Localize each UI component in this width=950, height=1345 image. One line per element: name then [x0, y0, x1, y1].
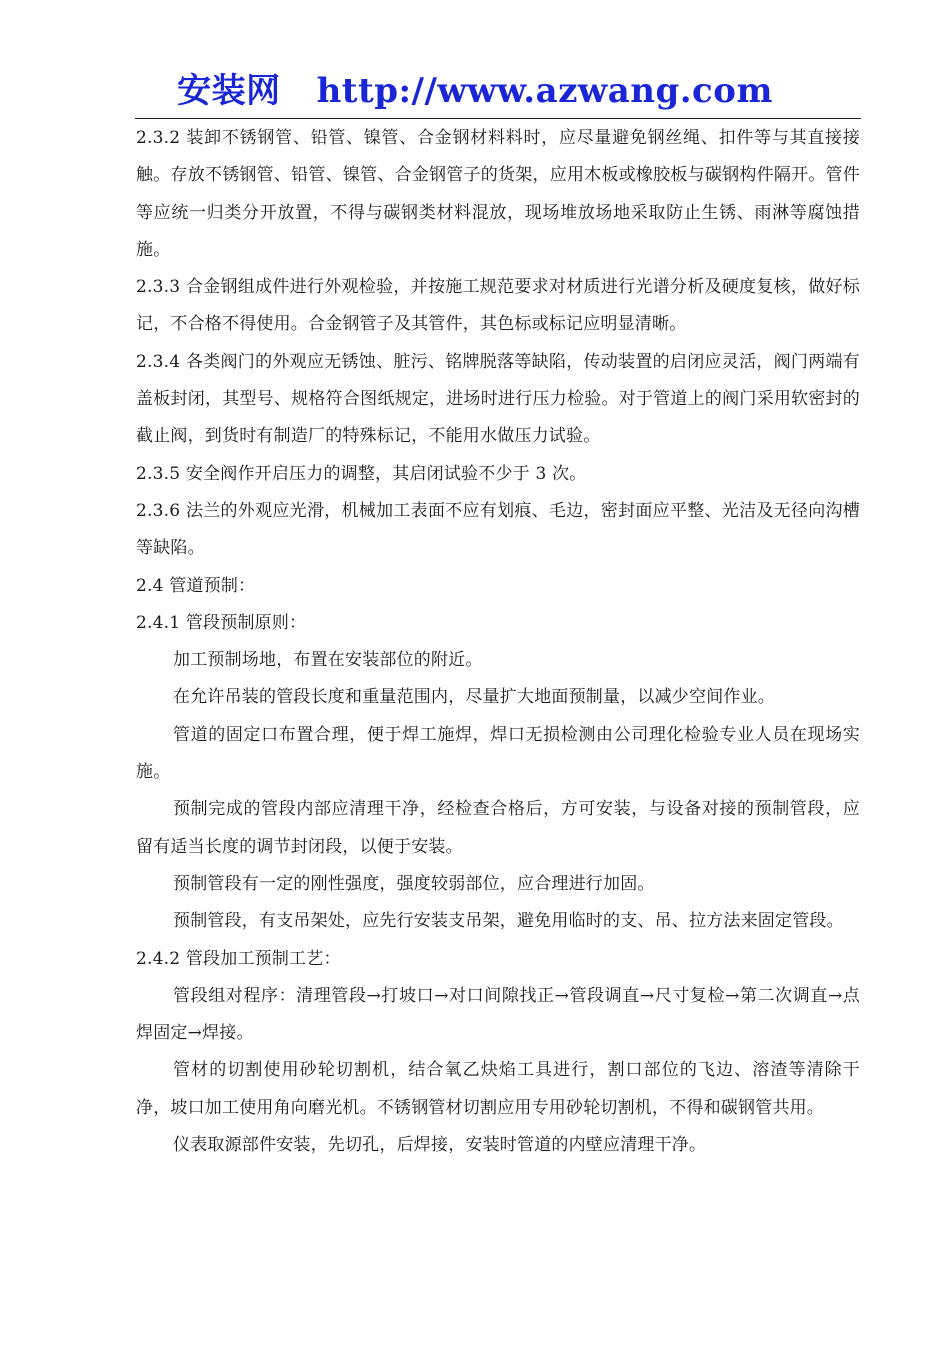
section-heading-2-4-2: 2.4.2 管段加工预制工艺：: [136, 948, 341, 969]
paragraph-2-3-3: 2.3.3 合金钢组成件进行外观检验，并按施工规范要求对材质进行光谱分析及硬度复核，做好标记，不合格不得使用。合金钢管子及其管件，其色标或标记应明显清晰。: [136, 277, 860, 335]
paragraph-assembly-procedure: 管段组对程序：清理管段→打坡口→对口间隙找正→管段调直→尺寸复检→第二次调直→点焊固定→焊接。: [136, 985, 860, 1044]
paragraph-2-3-5: 2.3.5 安全阀作开启压力的调整，其启闭试验不少于 3 次。: [136, 463, 587, 484]
paragraph-fixed-joints: 管道的固定口布置合理，便于焊工施焊，焊口无损检测由公司理化检验专业人员在现场实施。: [136, 724, 860, 783]
section-heading-2-4: 2.4 管道预制：: [136, 575, 256, 596]
paragraph-supports: 预制管段，有支吊架处，应先行安装支吊架，避免用临时的支、吊、拉方法来固定管段。: [173, 911, 844, 932]
page-header: [0, 68, 950, 114]
site-name: 安装网: [177, 71, 281, 111]
paragraph-site-location: 加工预制场地，布置在安装部位的附近。: [173, 650, 483, 671]
paragraph-2-3-2: 2.3.2 装卸不锈钢管、铅管、镍管、合金钢材料料时，应尽量避免钢丝绳、扣件等与其直接接触。存放不锈钢管、铅管、镍管、合金钢管子的货架，应用木板或橡胶板与碳钢构件隔开。管件等应统一归类分开放置，不得与碳钢类材料混放，现场堆放场地采取防止生锈、雨淋等腐蚀措施。: [136, 128, 860, 260]
paragraph-2-3-4: 2.3.4 各类阀门的外观应无锈蚀、脏污、铭牌脱落等缺陷，传动装置的启闭应灵活，阀门两端有盖板封闭，其型号、规格符合图纸规定，进场时进行压力检验。对于管道上的阀门采用软密封的截止阀，到货时有制造厂的特殊标记，不能用水做压力试验。: [136, 351, 860, 447]
paragraph-rigidity: 预制管段有一定的刚性强度，强度较弱部位，应合理进行加固。: [173, 873, 655, 894]
site-url[interactable]: http://www.azwang.com: [316, 71, 773, 111]
paragraph-prefab-scope: 在允许吊装的管段长度和重量范围内，尽量扩大地面预制量，以减少空间作业。: [173, 687, 775, 708]
paragraph-cutting: 管材的切割使用砂轮切割机，结合氧乙炔焰工具进行，割口部位的飞边、溶渣等清除干净，坡口加工使用角向磨光机。不锈钢管材切割应用专用砂轮切割机，不得和碳钢管共用。: [136, 1060, 860, 1118]
paragraph-instrument-taps: 仪表取源部件安装，先切孔，后焊接，安装时管道的内壁应清理干净。: [173, 1135, 707, 1156]
paragraph-2-3-6: 2.3.6 法兰的外观应光滑，机械加工表面不应有划痕、毛边，密封面应平整、光洁及无径向沟槽等缺陷。: [136, 500, 860, 559]
document-body: [136, 120, 860, 1164]
header-divider: [135, 118, 861, 119]
section-heading-2-4-1: 2.4.1 管段预制原则：: [136, 612, 307, 633]
paragraph-cleaning: 预制完成的管段内部应清理干净，经检查合格后，方可安装，与设备对接的预制管段，应留有适当长度的调节封闭段，以便于安装。: [136, 799, 860, 857]
